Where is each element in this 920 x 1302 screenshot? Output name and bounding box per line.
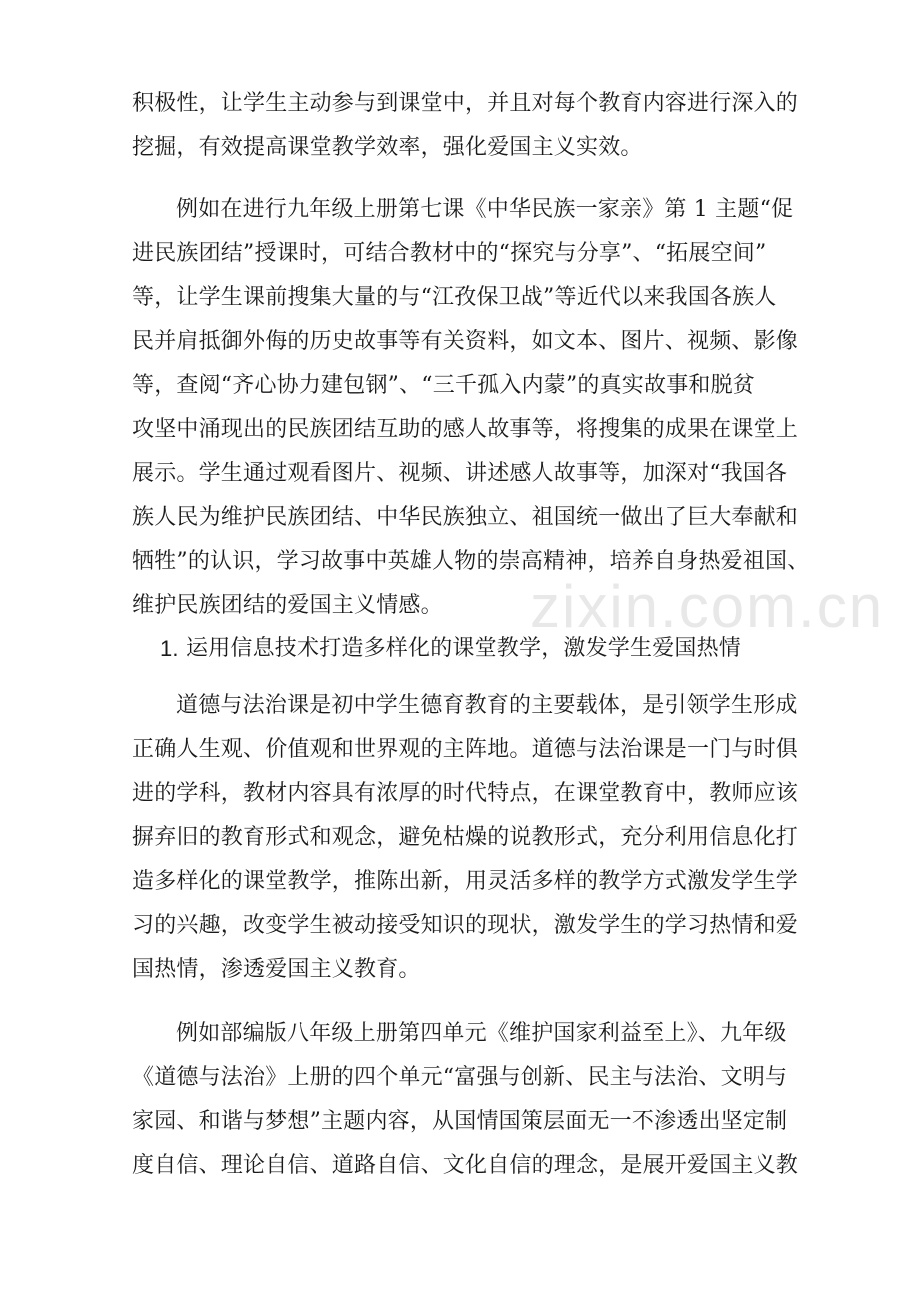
paragraph-line: 维护民族团结的爱国主义情感。 [132,593,443,618]
paragraph-line: 牺牲”的认识，学习故事中英雄人物的崇高精神，培养自身热爱祖国、 [132,549,810,574]
paragraph-line: 例如部编版八年级上册第四单元《维护国家利益至上》、九年级 [176,1021,787,1046]
paragraph-line: 等，查阅“齐心协力建包钢”、“三千孤入内蒙”的真实故事和脱贫 [132,373,755,398]
paragraph-line: 造多样化的课堂教学，推陈出新，用灵活多样的教学方式激发学生学 [132,869,799,894]
paragraph-line: 例如在进行九年级上册第七课《中华民族一家亲》第 1 主题“促 [176,197,794,222]
section-number: 1. [160,636,179,661]
paragraph-line: 族人民为维护民族团结、中华民族独立、祖国统一做出了巨大奉献和 [132,505,799,530]
paragraph-line: 国热情，渗透爱国主义教育。 [132,957,421,982]
paragraph-line: 道德与法治课是初中学生德育教育的主要载体，是引领学生形成 [176,693,798,718]
paragraph-line: 摒弃旧的教育形式和观念，避免枯燥的说教形式，充分利用信息化打 [132,825,799,850]
paragraph-line: 进民族团结”授课时，可结合教材中的“探究与分享”、“拓展空间” [132,241,767,266]
paragraph-line: 展示。学生通过观看图片、视频、讲述感人故事等，加深对“我国各 [132,461,788,486]
paragraph-line: 等，让学生课前搜集大量的与“江孜保卫战”等近代以来我国各族人 [132,285,777,310]
section-heading: 运用信息技术打造多样化的课堂教学，激发学生爱国热情 [186,636,742,661]
paragraph-line: 积极性，让学生主动参与到课堂中，并且对每个教育内容进行深入的 [132,91,799,116]
paragraph-line: 攻坚中涌现出的民族团结互助的感人故事等，将搜集的成果在课堂上 [132,417,799,442]
paragraph-line: 度自信、理论自信、道路自信、文化自信的理念，是展开爱国主义教 [132,1153,799,1178]
paragraph-line: 挖掘，有效提高课堂教学效率，强化爱国主义实效。 [132,135,643,160]
watermark: zixin.com.cn [530,573,885,640]
paragraph-line: 正确人生观、价值观和世界观的主阵地。道德与法治课是一门与时俱 [132,737,799,762]
paragraph-line: 《道德与法治》上册的四个单元“富强与创新、民主与法治、文明与 [132,1065,788,1090]
paragraph-line: 家园、和谐与梦想”主题内容，从国情国策层面无一不渗透出坚定制 [132,1109,788,1134]
paragraph-line: 进的学科，教材内容具有浓厚的时代特点，在课堂教育中，教师应该 [132,781,799,806]
paragraph-line: 民并肩抵御外侮的历史故事等有关资料，如文本、图片、视频、影像 [132,329,799,354]
paragraph-line: 习的兴趣，改变学生被动接受知识的现状，激发学生的学习热情和爱 [132,913,799,938]
